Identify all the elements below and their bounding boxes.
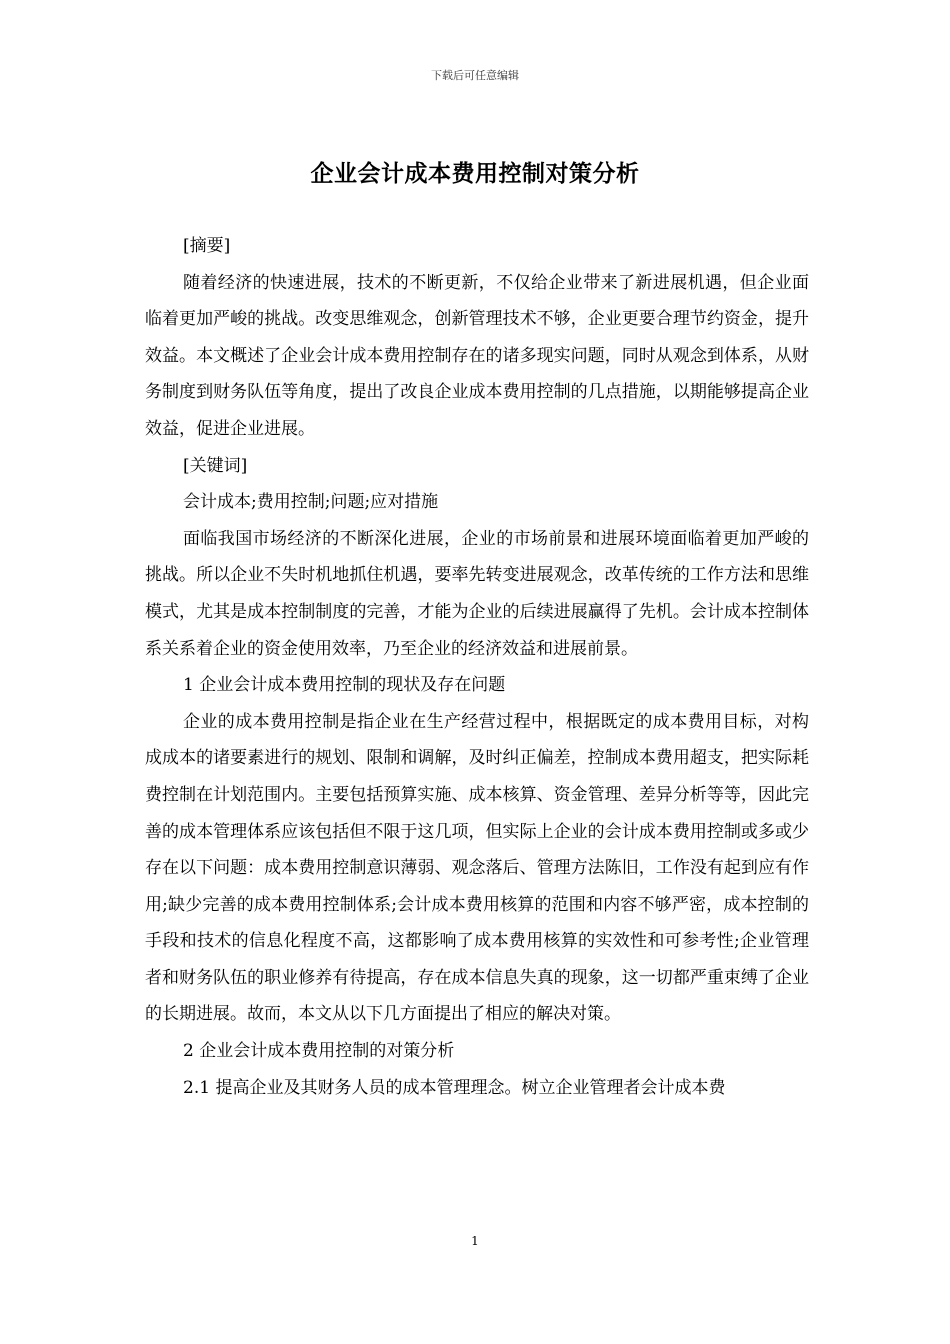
abstract-heading: [摘要] (183, 236, 231, 256)
section-2-1-paragraph: 2.1 提高企业及其财务人员的成本管理理念。树立企业管理者会计成本费 (183, 1077, 726, 1098)
page-number: 1 (471, 1234, 479, 1248)
section-1-heading: 1 企业会计成本费用控制的现状及存在问题 (183, 675, 506, 696)
keywords-list: 会计成本;费用控制;问题;应对措施 (183, 492, 439, 513)
document-body (145, 228, 809, 1106)
intro-paragraph: 面临我国市场经济的不断深化进展，企业的市场前景和进展环境面临着更加严峻的挑战。所以企业不失时机地抓住机遇，要率先转变进展观念，改革传统的工作方法和思维模式，尤其是成本控制制度的完善，才能为企业的后续进展赢得了先机。会计成本控制体系关系着企业的资金使用效率，乃至企业的经济效益和进展前景。 (145, 528, 809, 659)
document-title: 企业会计成本费用控制对策分析 (310, 161, 640, 187)
section-2-heading: 2 企业会计成本费用控制的对策分析 (183, 1041, 455, 1062)
abstract-paragraph: 随着经济的快速进展，技术的不断更新，不仅给企业带来了新进展机遇，但企业面临着更加严峻的挑战。改变思维观念，创新管理技术不够，企业更要合理节约资金，提升效益。本文概述了企业会计成本费用控制存在的诸多现实问题，同时从观念到体系，从财务制度到财务队伍等角度，提出了改良企业成本费用控制的几点措施，以期能够提高企业效益，促进企业进展。 (145, 272, 809, 439)
keywords-heading: [关键词] (183, 455, 248, 476)
section-1-paragraph: 企业的成本费用控制是指企业在生产经营过程中，根据既定的成本费用目标，对构成成本的诸要素进行的规划、限制和调解，及时纠正偏差，控制成本费用超支，把实际耗费控制在计划范围内。主要包括预算实施、成本核算、资金管理、差异分析等等，因此完善的成本管理体系应该包括但不限于这几项，但实际上企业的会计成本费用控制或多或少存在以下问题：成本费用控制意识薄弱、观念落后、管理方法陈旧，工作没有起到应有作用;缺少完善的成本费用控制体系;会计成本费用核算的范围和内容不够严密，成本控制的手段和技术的信息化程度不高，这都影响了成本费用核算的实效性和可参考性;企业管理者和财务队伍的职业修养有待提高，存在成本信息失真的现象，这一切都严重束缚了企业的长期进展。故而，本文从以下几方面提出了相应的解决对策。 (145, 711, 809, 1025)
page-header-note: 下载后可任意编辑 (431, 69, 519, 82)
